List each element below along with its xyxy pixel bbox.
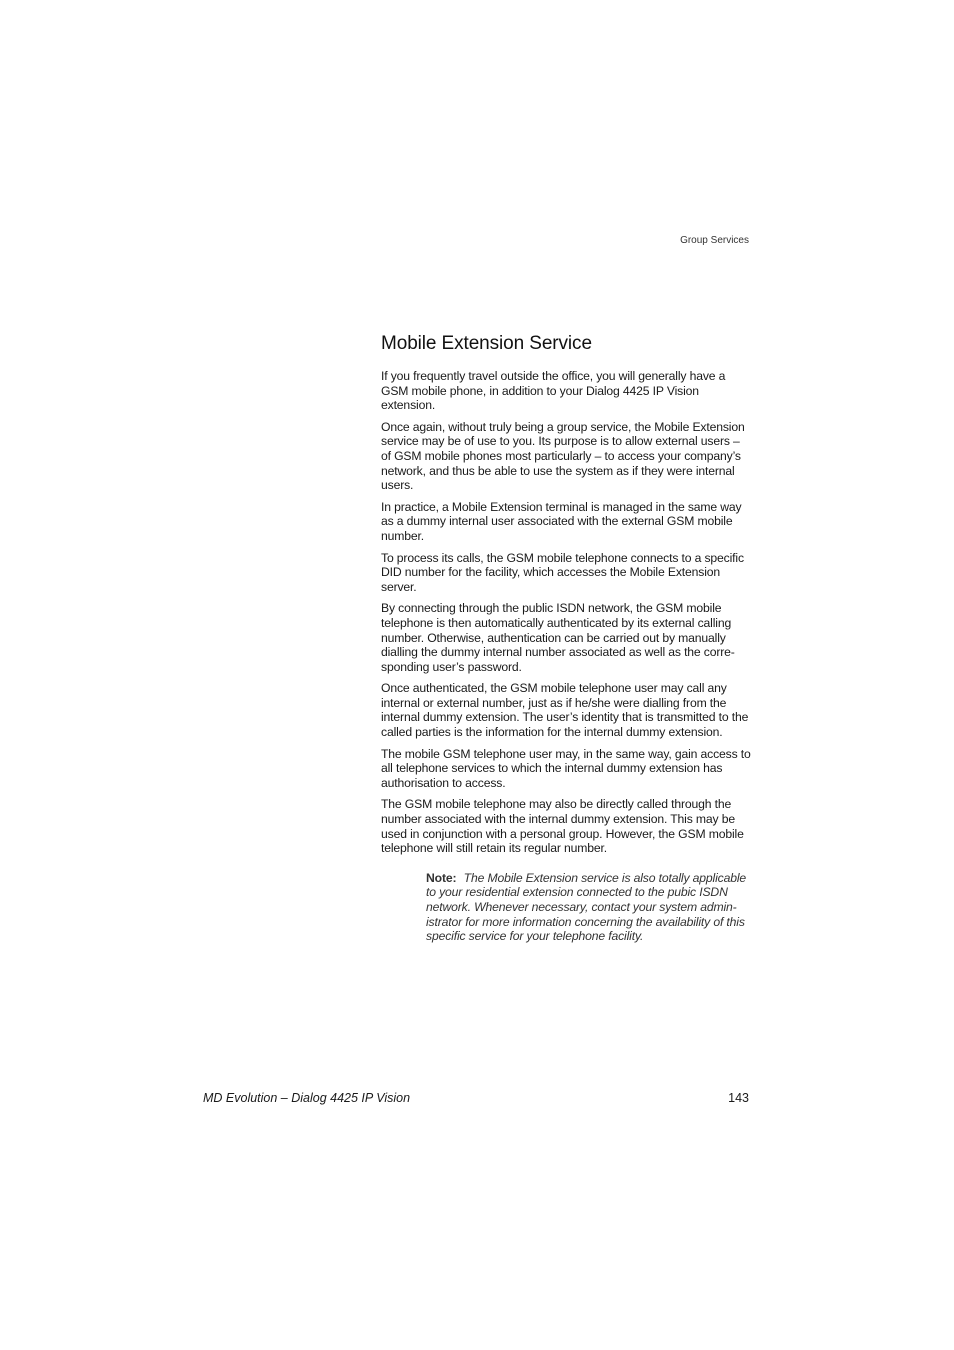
page-number: 143: [728, 1091, 749, 1105]
paragraph-direct-calls: The GSM mobile telephone may also be directly called through the number associated with the internal dummy extension. This may be used in conjunction with a personal group. However, the GSM mobile telephone will still retain its regular number.: [381, 797, 744, 856]
paragraph-purpose: Once again, without truly being a group service, the Mobile Extension service may be of use to you. Its purpose is to allow external users – of GSM mobile phones most particularly – to access your company’s network, and thus be able to use the system as if they were internal users.: [381, 419, 745, 493]
paragraph-intro: If you frequently travel outside the office, you will generally have a GSM mobile phone, in addition to your Dialog 4425 IP Vision extension.: [381, 369, 726, 413]
paragraph-services-access: The mobile GSM telephone user may, in the same way, gain access to all telephone services to which the internal dummy extension has authorisation to access.: [381, 746, 751, 790]
paragraph-practice: In practice, a Mobile Extension terminal is managed in the same way as a dummy internal user associated with the external GSM mobile number.: [381, 499, 742, 543]
main-content: [381, 332, 751, 944]
page-title: Mobile Extension Service: [381, 333, 592, 354]
note-label: Note:: [426, 870, 457, 885]
paragraph-process-calls: To process its calls, the GSM mobile telephone connects to a specific DID number for the facility, which accesses the Mobile Extension server.: [381, 550, 744, 594]
note-block: [426, 871, 754, 944]
paragraph-authentication: By connecting through the public ISDN network, the GSM mobile telephone is then automatically authenticated by its external calling number. Otherwise, authentication can be carried out by manually dialling the dummy internal number associated as well as the corre-sponding user’s password.: [381, 601, 735, 674]
running-header: Group Services: [680, 235, 749, 246]
note-text: The Mobile Extension service is also totally applicable to your residential extension connected to the pubic ISDN network. Whenever necessary, contact your system admin-istrator for more information concerning the availability of this specific service for your telephone facility.: [426, 870, 747, 944]
footer-doc-title: MD Evolution – Dialog 4425 IP Vision: [203, 1091, 411, 1105]
paragraph-authenticated-calls: Once authenticated, the GSM mobile telephone user may call any internal or external number, just as if he/she were dialling from the internal dummy extension. The user’s identity that is transmitted to the called parties is the information for the internal dummy extension.: [381, 681, 749, 740]
